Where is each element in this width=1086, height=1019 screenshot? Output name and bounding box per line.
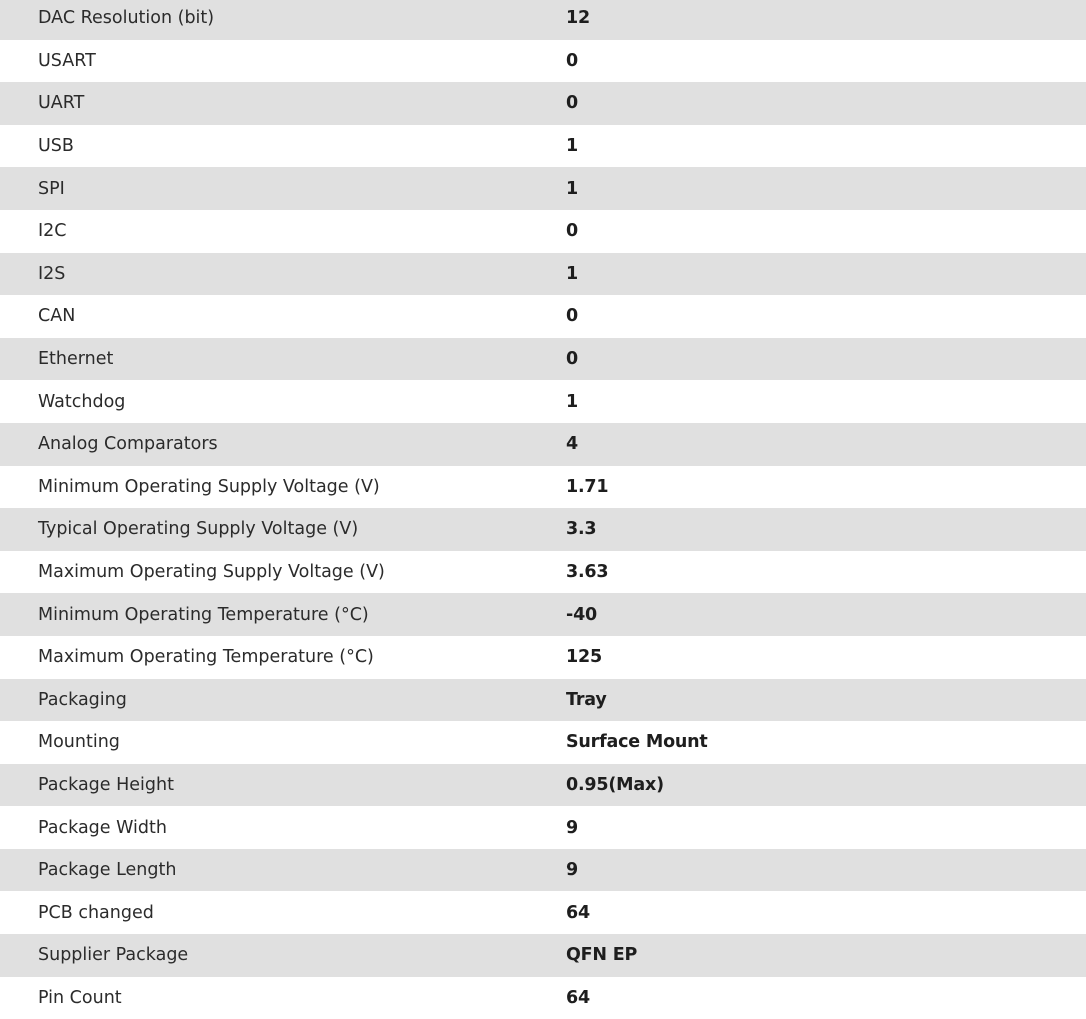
- spec-name: Minimum Operating Temperature (°C): [0, 593, 566, 636]
- spec-value: 3.3: [566, 508, 1086, 551]
- spec-row: [0, 210, 1086, 253]
- spec-row: [0, 380, 1086, 423]
- spec-name: PCB changed: [38, 902, 154, 923]
- spec-row: [0, 679, 1086, 722]
- spec-value: 0: [566, 306, 578, 327]
- spec-row: [0, 593, 1086, 636]
- spec-row: [0, 636, 1086, 679]
- spec-value: Tray: [566, 679, 1086, 722]
- spec-name: Analog Comparators: [0, 423, 566, 466]
- spec-name: Package Length: [0, 849, 566, 892]
- spec-row: [0, 508, 1086, 551]
- spec-value: 64: [566, 902, 590, 923]
- spec-name: Supplier Package: [0, 934, 566, 977]
- spec-value: 0: [566, 82, 1086, 125]
- spec-value: 1: [566, 167, 1086, 210]
- spec-name: I2S: [0, 253, 566, 296]
- spec-value: 3.63: [566, 562, 609, 583]
- spec-value: 1: [566, 136, 578, 157]
- spec-value: 1: [566, 253, 1086, 296]
- spec-name: Typical Operating Supply Voltage (V): [0, 508, 566, 551]
- spec-row: [0, 0, 1086, 40]
- spec-name: Watchdog: [38, 391, 126, 412]
- spec-row: [0, 764, 1086, 807]
- spec-value: 4: [566, 423, 1086, 466]
- spec-row: [0, 82, 1086, 125]
- spec-row: [0, 891, 1086, 934]
- spec-value: 1: [566, 391, 578, 412]
- spec-value: 0.95(Max): [566, 764, 1086, 807]
- spec-name: Maximum Operating Supply Voltage (V): [38, 562, 385, 583]
- spec-row: [0, 423, 1086, 466]
- spec-row: [0, 295, 1086, 338]
- spec-value: 0: [566, 338, 1086, 381]
- spec-name: USB: [38, 136, 74, 157]
- spec-name: Mounting: [38, 732, 120, 753]
- spec-value: -40: [566, 593, 1086, 636]
- spec-name: DAC Resolution (bit): [0, 0, 566, 40]
- spec-name: CAN: [38, 306, 76, 327]
- spec-name: Maximum Operating Temperature (°C): [38, 647, 374, 668]
- spec-value: Surface Mount: [566, 732, 708, 753]
- spec-name: USART: [38, 50, 96, 71]
- spec-value: 0: [566, 221, 578, 242]
- spec-row: [0, 721, 1086, 764]
- spec-value: 1.71: [566, 476, 609, 497]
- spec-value: 0: [566, 50, 578, 71]
- spec-value: QFN EP: [566, 934, 1086, 977]
- spec-row: [0, 551, 1086, 594]
- spec-name: I2C: [38, 221, 67, 242]
- spec-value: 9: [566, 817, 578, 838]
- spec-name: Packaging: [0, 679, 566, 722]
- spec-name: Pin Count: [38, 987, 122, 1008]
- spec-row: [0, 849, 1086, 892]
- spec-row: [0, 167, 1086, 210]
- spec-name: Minimum Operating Supply Voltage (V): [38, 476, 380, 497]
- spec-row: [0, 253, 1086, 296]
- spec-row: [0, 806, 1086, 849]
- spec-name: SPI: [0, 167, 566, 210]
- spec-row: [0, 40, 1086, 83]
- spec-row: [0, 338, 1086, 381]
- spec-value: 125: [566, 647, 602, 668]
- spec-name: Package Width: [38, 817, 167, 838]
- spec-name: UART: [0, 82, 566, 125]
- spec-name: Package Height: [0, 764, 566, 807]
- spec-row: [0, 466, 1086, 509]
- spec-value: 12: [566, 0, 1086, 40]
- spec-name: Ethernet: [0, 338, 566, 381]
- spec-row: [0, 934, 1086, 977]
- spec-value: 64: [566, 987, 590, 1008]
- spec-row: [0, 125, 1086, 168]
- spec-row: [0, 977, 1086, 1019]
- spec-value: 9: [566, 849, 1086, 892]
